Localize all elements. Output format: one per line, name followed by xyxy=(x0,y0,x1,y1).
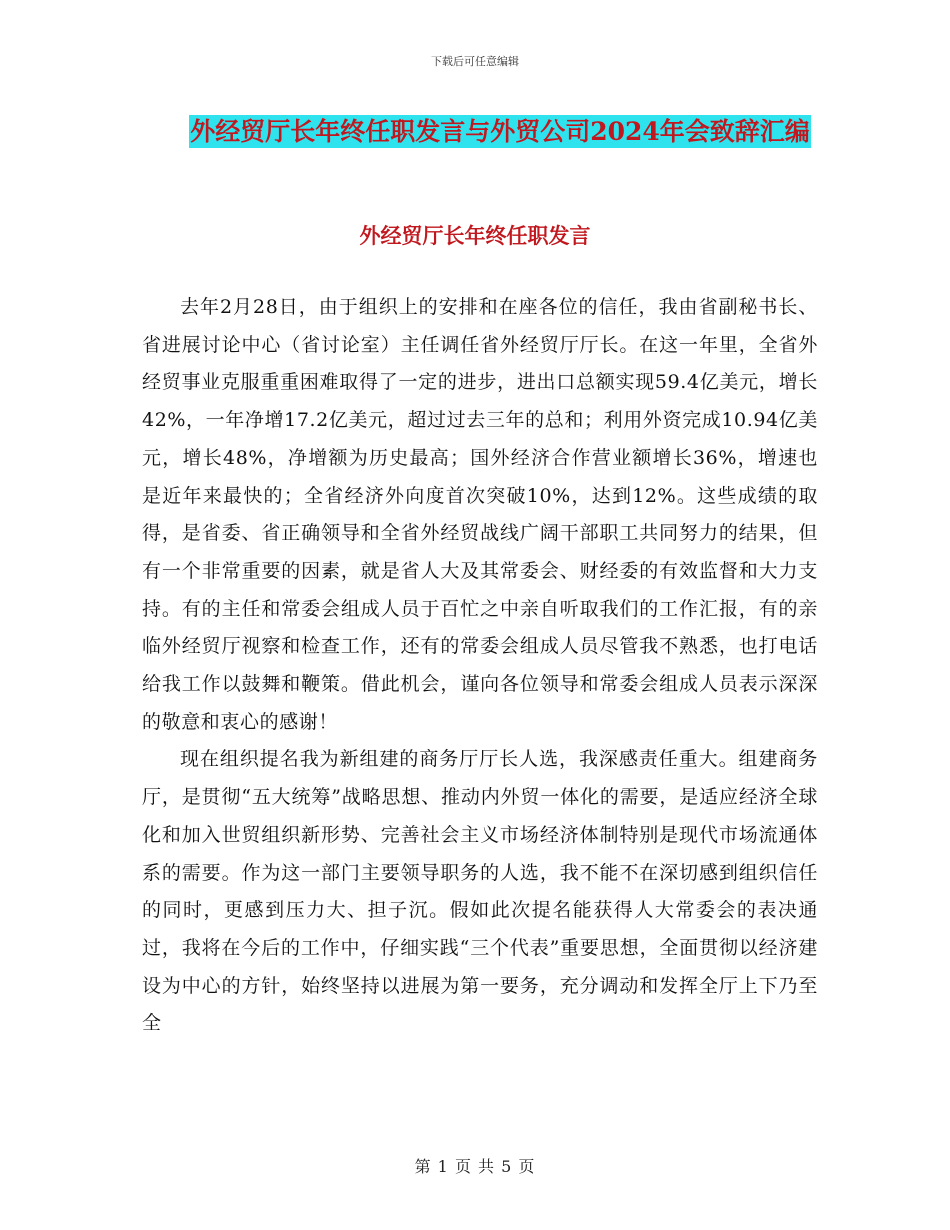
page-number: 第 1 页 共 5 页 xyxy=(414,1157,536,1176)
paragraph: 现在组织提名我为新组建的商务厅厅长人选，我深感责任重大。组建商务厅，是贯彻“五大统筹”战略思想、推动内外贸一体化的需要，是适应经济全球化和加入世贸组织新形势、完善社会主义市场经济体制特别是现代市场流通体系的需要。作为这一部门主要领导职务的人选，我不能不在深切感到组织信任的同时，更感到压力大、担子沉。假如此次提名能获得人大常委会的表决通过，我将在今后的工作中，仔细实践“三个代表”重要思想，全面贯彻以经济建设为中心的方针，始终坚持以进展为第一要务，充分调动和发挥全厅上下乃至全 xyxy=(142,748,818,1035)
document-title-text: 外经贸厅长年终任职发言与外贸公司2024年会致辞汇编 xyxy=(190,117,810,146)
document-body xyxy=(142,289,818,1043)
header-note: 下载后可任意编辑 xyxy=(431,55,519,68)
paragraph: 去年2月28日，由于组织上的安排和在座各位的信任，我由省副秘书长、省进展讨论中心（省讨论室）主任调任省外经贸厅厅长。在这一年里，全省外经贸事业克服重重困难取得了一定的进步，进出口总额实现59.4亿美元，增长42%，一年净增17.2亿美元，超过过去三年的总和；利用外资完成10.94亿美元，增长48%，净增额为历史最高；国外经济合作营业额增长36%，增速也是近年来最快的；全省经济外向度首次突破10%，达到12%。这些成绩的取得，是省委、省正确领导和全省外经贸战线广阔干部职工共同努力的结果，但有一个非常重要的因素，就是省人大及其常委会、财经委的有效监督和大力支持。有的主任和常委会组成人员于百忙之中亲自听取我们的工作汇报，有的亲临外经贸厅视察和检查工作，还有的常委会组成人员尽管我不熟悉，也打电话给我工作以鼓舞和鞭策。借此机会，谨向各位领导和常委会组成人员表示深深的敬意和衷心的感谢！ xyxy=(142,296,818,733)
section-title: 外经贸厅长年终任职发言 xyxy=(359,223,591,248)
document-title xyxy=(150,108,850,156)
